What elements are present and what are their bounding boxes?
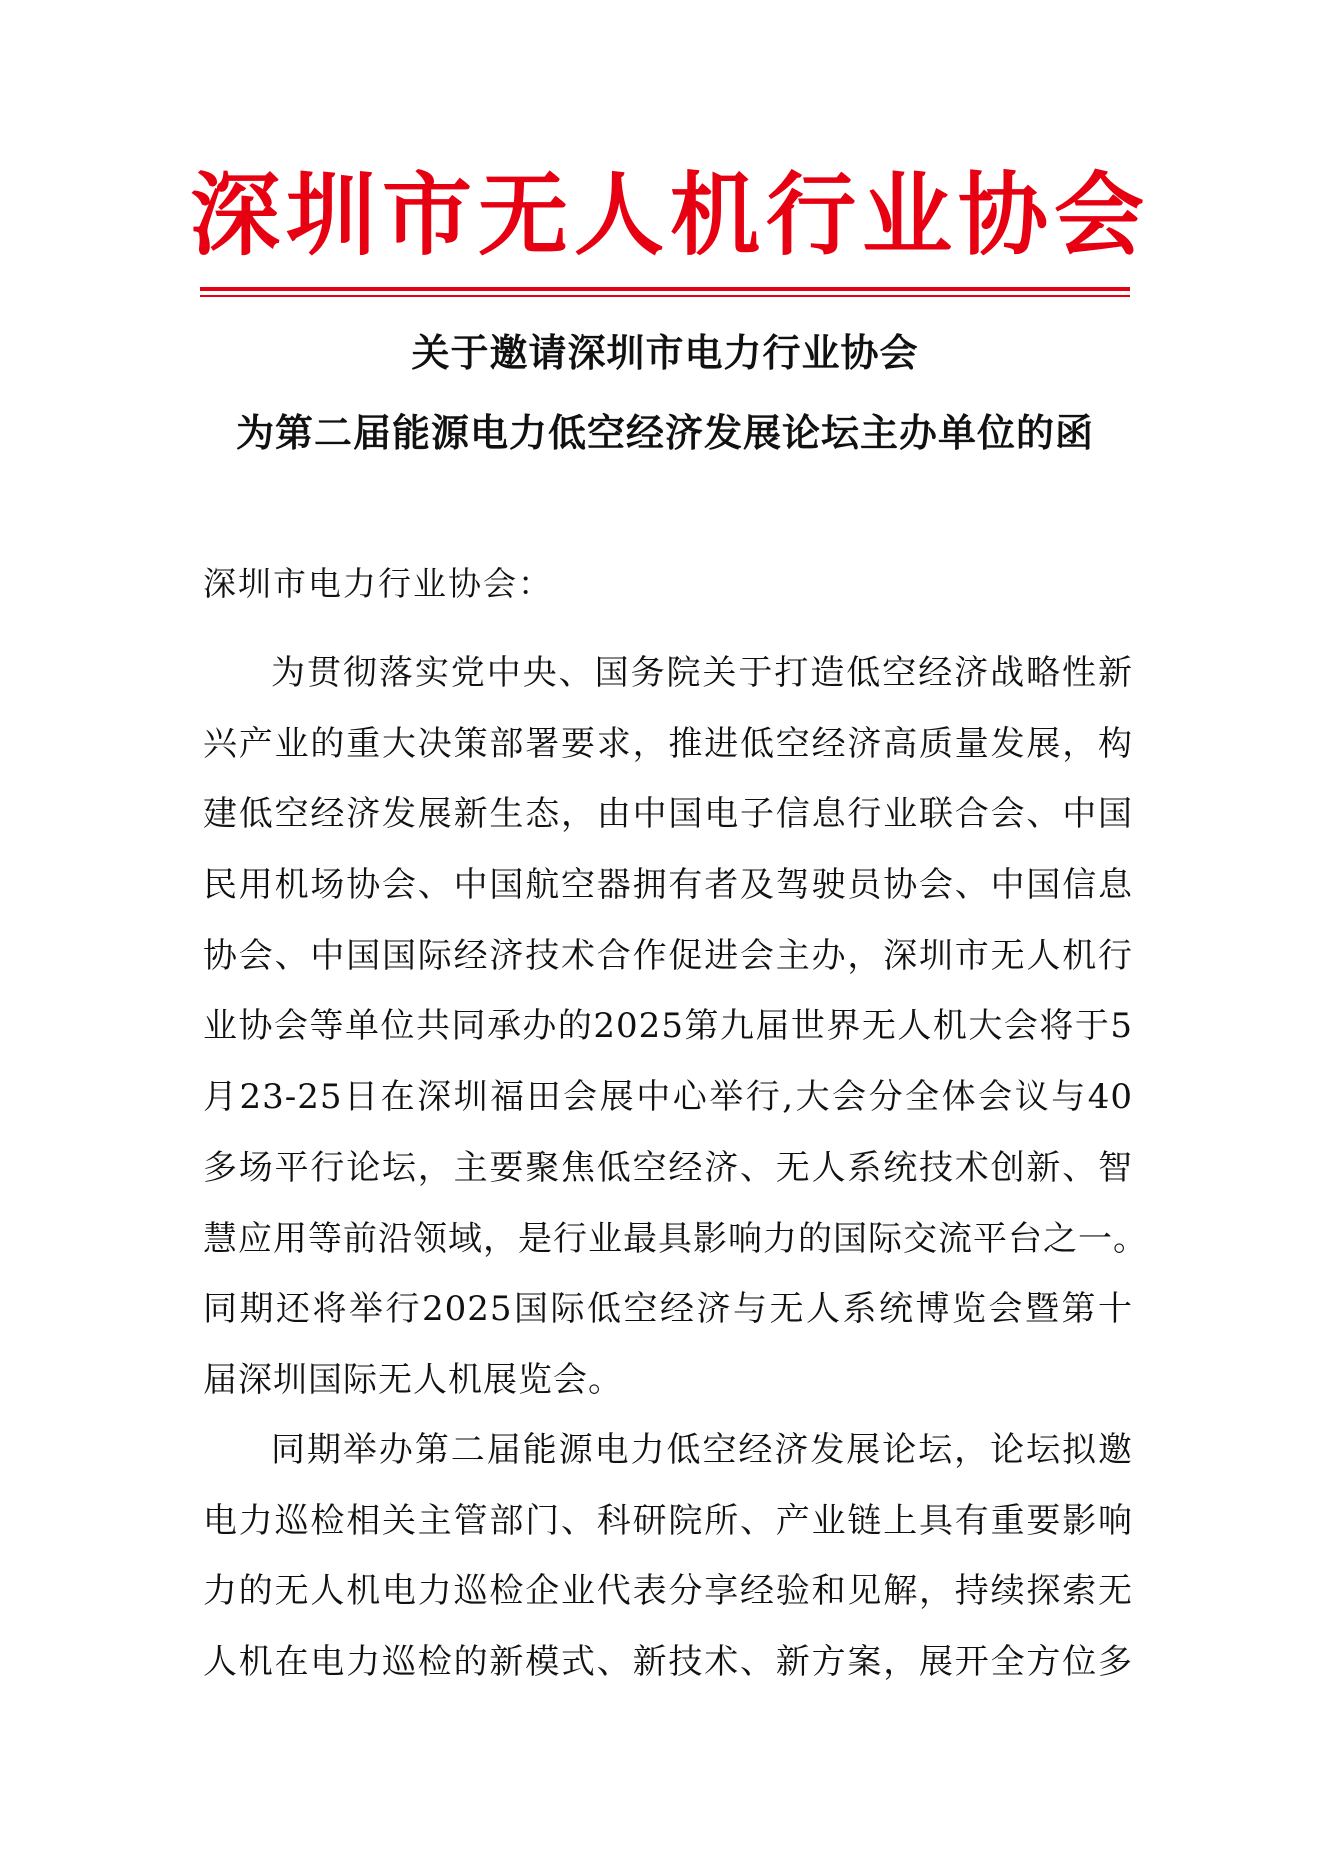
body-paragraph-2 <box>203 1425 1133 1708</box>
document-title-line-1: 关于邀请深圳市电力行业协会 <box>411 330 919 375</box>
paragraph-line: 电力巡检相关主管部门、科研院所、产业链上具有重要影响 <box>203 1500 1133 1541</box>
document-title-line-2: 为第二届能源电力低空经济发展论坛主办单位的函 <box>235 410 1094 455</box>
paragraph-line: 同期还将举行2025国际低空经济与无人系统博览会暨第十 <box>203 1289 1133 1330</box>
paragraph-line: 多场平行论坛，主要聚焦低空经济、无人系统技术创新、智 <box>203 1147 1133 1188</box>
paragraph-line: 月23-25日在深圳福田会展中心举行,大会分全体会议与40 <box>203 1077 1133 1118</box>
paragraph-line: 兴产业的重大决策部署要求，推进低空经济高质量发展，构 <box>203 723 1133 764</box>
paragraph-line: 同期举办第二届能源电力低空经济发展论坛，论坛拟邀 <box>271 1430 1133 1470</box>
paragraph-line: 慧应用等前沿领域，是行业最具影响力的国际交流平台之一。 <box>203 1218 1148 1259</box>
paragraph-line: 届深圳国际无人机展览会。 <box>203 1359 623 1400</box>
paragraph-line: 力的无人机电力巡检企业代表分享经验和见解，持续探索无 <box>203 1571 1133 1612</box>
paragraph-line: 业协会等单位共同承办的2025第九届世界无人机大会将于5 <box>203 1006 1133 1047</box>
paragraph-line: 协会、中国国际经济技术合作促进会主办，深圳市无人机行 <box>203 935 1133 976</box>
paragraph-line: 人机在电力巡检的新模式、新技术、新方案，展开全方位多 <box>203 1642 1133 1683</box>
paragraph-line: 为贯彻落实党中央、国务院关于打造低空经济战略性新 <box>271 653 1133 693</box>
paragraph-line: 建低空经济发展新生态，由中国电子信息行业联合会、中国 <box>203 794 1133 835</box>
organization-header: 深圳市无人机行业协会 <box>190 162 1150 268</box>
salutation: 深圳市电力行业协会： <box>203 564 553 603</box>
body-paragraph-1 <box>203 648 1148 1426</box>
header-rule-thick <box>200 287 1130 291</box>
header-rule-thin <box>200 295 1130 297</box>
paragraph-line: 民用机场协会、中国航空器拥有者及驾驶员协会、中国信息 <box>203 865 1133 906</box>
